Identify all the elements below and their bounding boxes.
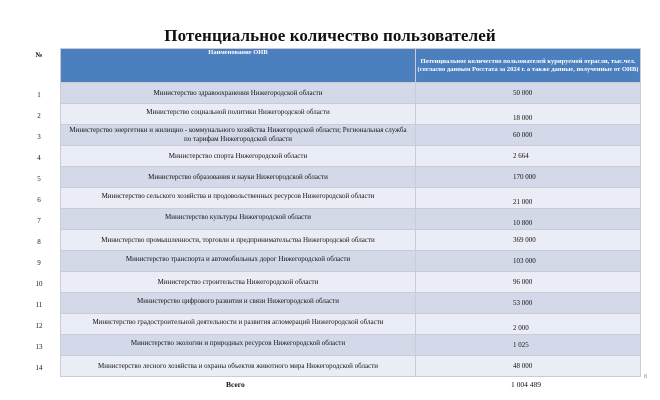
row-number: 9 [37,259,41,267]
user-count-cell: 18 000 [416,104,641,125]
user-count-cell: 10 800 [416,209,641,230]
user-count-cell: 2 000 [416,314,641,335]
table-row [61,314,641,335]
agency-name-cell: Министерство градостроительной деятельности и развития агломераций Нижегородской области [61,314,416,335]
user-count-cell: 21 000 [416,188,641,209]
row-number-column [18,48,60,374]
table-row [61,293,641,314]
user-count-cell: 1 025 [416,335,641,356]
row-number: 11 [35,301,43,309]
agency-name-cell: Министерство цифрового развития и связи Нижегородской области [61,293,416,314]
row-number: 3 [37,133,41,141]
agency-name-cell: Министерство здравоохранения Нижегородской области [61,83,416,104]
table-row [61,104,641,125]
row-number: 8 [37,238,41,246]
user-count-cell: 53 000 [416,293,641,314]
table-row [61,146,641,167]
row-number: 7 [37,217,41,225]
users-table [60,48,641,377]
row-number: 1 [37,91,41,99]
table-row [61,272,641,293]
row-number: 14 [35,364,43,372]
agency-name-cell: Министерство спорта Нижегородской области [61,146,416,167]
page-title: Потенциальное количество пользователей [164,26,496,45]
agency-name-cell: Министерство лесного хозяйства и охраны объектов животного мира Нижегородской области [61,356,416,377]
agency-name-cell: Министерство энергетики и жилищно - коммунального хозяйства Нижегородской области; Региональная служба по тарифам Нижегородской области [61,125,416,146]
agency-name-cell: Министерство транспорта и автомобильных дорог Нижегородской области [61,251,416,272]
row-number: 10 [35,280,43,288]
agency-name-cell: Министерство экологии и природных ресурсов Нижегородской области [61,335,416,356]
table-row [61,167,641,188]
total-value: 1 004 489 [511,380,541,389]
row-number: 2 [37,112,41,120]
total-label: Всего [226,380,245,389]
user-count-cell: 369 000 [416,230,641,251]
user-count-cell: 96 000 [416,272,641,293]
user-count-cell: 60 000 [416,125,641,146]
value-column-header: Потенциальное количество пользователей курируемой отрасли, тыс.чел. (согласно данным Росстата за 2024 г. а также данные, полученные от ОИВ) [416,49,641,83]
table-row [61,209,641,230]
row-number: 6 [37,196,41,204]
user-count-cell: 2 664 [416,146,641,167]
table-row [61,230,641,251]
table-row [61,83,641,104]
row-number: 4 [37,154,41,162]
number-column-header: № [35,51,43,59]
user-count-cell: 103 000 [416,251,641,272]
page-number: 8 [644,374,647,380]
table-row [61,335,641,356]
agency-name-cell: Министерство строительства Нижегородской области [61,272,416,293]
agency-name-cell: Министерство образования и науки Нижегородской области [61,167,416,188]
agency-name-cell: Министерство социальной политики Нижегородской области [61,104,416,125]
user-count-cell: 170 000 [416,167,641,188]
row-number: 5 [37,175,41,183]
agency-name-cell: Министерство сельского хозяйства и продовольственных ресурсов Нижегородской области [61,188,416,209]
row-number: 13 [35,343,43,351]
table-row [61,125,641,146]
table-row [61,356,641,377]
name-column-header: Наименование ОИВ [61,49,416,83]
user-count-cell: 50 000 [416,83,641,104]
table-row [61,188,641,209]
user-count-cell: 48 000 [416,356,641,377]
table-row [61,251,641,272]
agency-name-cell: Министерство промышленности, торговли и предпринимательства Нижегородской области [61,230,416,251]
agency-name-cell: Министерство культуры Нижегородской области [61,209,416,230]
row-number: 12 [35,322,43,330]
